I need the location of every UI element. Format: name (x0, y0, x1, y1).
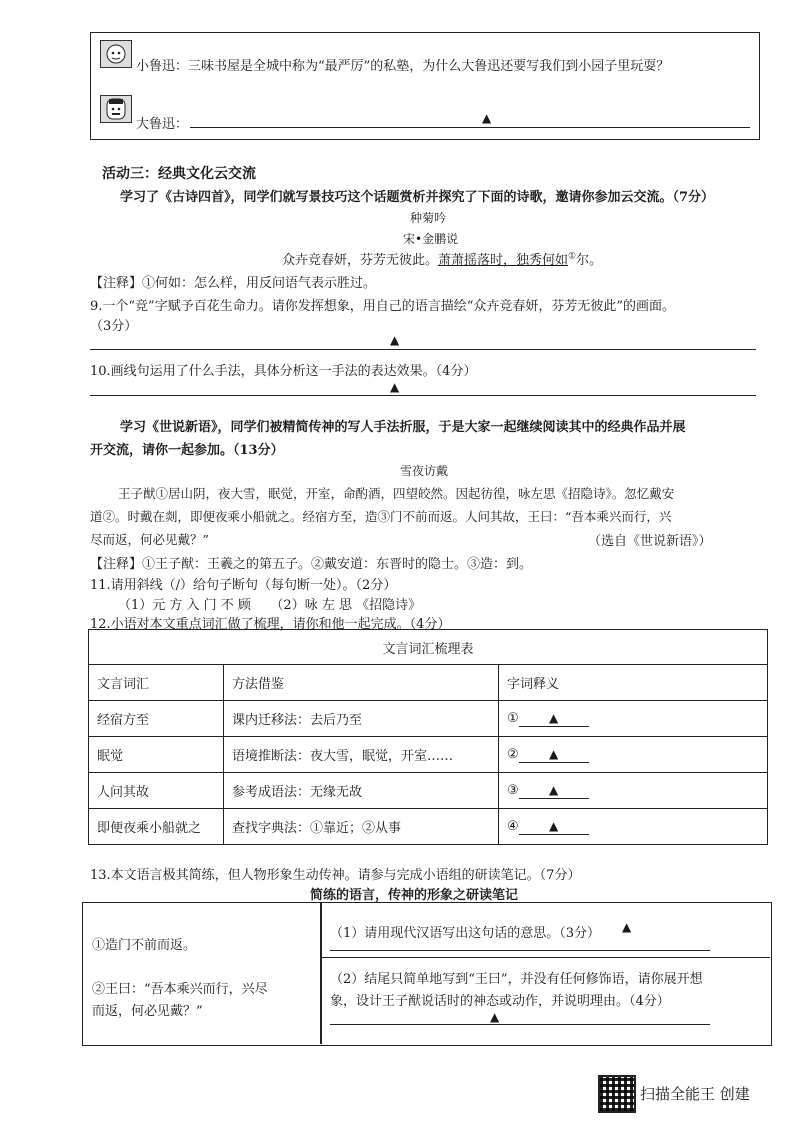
notes-q2-answer-line[interactable] (330, 1024, 710, 1025)
vocab-word: 人问其故 (89, 773, 224, 809)
activity3-intro: 学习了《古诗四首》，同学们就写景技巧这个话题赏析并探究了下面的诗歌，邀请你参加云交流。（7分） (120, 190, 715, 205)
vocab-answer-blank[interactable] (519, 783, 589, 799)
table-row (89, 773, 768, 809)
small-luxun-avatar (100, 40, 132, 68)
poem-title: 种菊吟 (410, 211, 447, 225)
poem-text (282, 249, 602, 268)
vocab-header-method: 方法借鉴 (224, 665, 499, 701)
vocab-table (88, 629, 768, 845)
poem-author: 宋•金鹏说 (403, 232, 459, 246)
notes-title: 简练的语言，传神的形象之研读笔记 (310, 888, 519, 903)
dialog-box (90, 32, 760, 140)
notes-left-1: ①造门不前而返。 (92, 938, 197, 953)
vocab-answer-number: ① (507, 710, 519, 726)
passage-source: （选自《世说新语》） (588, 534, 712, 549)
vocab-word: 即便夜乘小船就之 (89, 809, 224, 845)
vocab-table-title: 文言词汇梳理表 (89, 630, 768, 665)
vocab-answer-cell[interactable] (499, 737, 768, 773)
answer-marker: ▲ (482, 111, 492, 125)
big-luxun-label: 大鲁迅： (136, 117, 189, 132)
small-luxun-question: 小鲁迅：三味书屋是全城中称为“最严厉”的私塾，为什么大鲁迅还要写我们到小园子里玩耍？ (136, 59, 670, 74)
notes-right-2b: 象，设计王子猷说话时的神态或动作，并说明理由。（4分） (330, 994, 670, 1009)
notes-q1-marker: ▲ (622, 920, 632, 934)
question-13: 13.本文语言极其简练，但人物形象生动传神。请参与完成小语组的研读笔记。（7分） (90, 868, 581, 883)
vocab-answer-cell[interactable] (499, 773, 768, 809)
passage-paragraph-2: 道②。时戴在剡，即便夜乘小船就之。经宿方至，造③门不前而返。人问其故，王曰：“吾本乘兴而行，兴 (90, 509, 672, 524)
shishuo-intro-2: 开交流，请你一起参加。（13分） (90, 443, 284, 458)
q9-answer-line[interactable] (90, 349, 756, 350)
question-9: 9.一个“竞”字赋予百花生命力。请你发挥想象，用自己的语言描绘“众卉竞春妍，芬芳无彼此”的画面。 (90, 299, 675, 314)
shishuo-intro-1: 学习《世说新语》，同学们被精简传神的写人手法折服，于是大家一起继续阅读其中的经典作品并展 (120, 420, 686, 435)
vocab-method: 课内迁移法：去后乃至 (224, 701, 499, 737)
vocab-table-title-row (89, 630, 768, 665)
passage-note: 【注释】①王子猷：王羲之的第五子。②戴安道：东晋时的隐士。③造：到。 (90, 557, 533, 572)
poem-line-1: 众卉竞春妍，芬芳无彼此。 (282, 253, 439, 268)
vocab-method: 语境推断法：夜大雪，眠觉，开室…… (224, 737, 499, 773)
notes-left-2b: 而返，何必见戴？” (92, 1004, 203, 1019)
vocab-answer-blank[interactable] (519, 819, 589, 835)
notes-q1-answer-line[interactable] (330, 950, 710, 951)
question-9-score: （3分） (90, 319, 138, 334)
vocab-answer-blank[interactable] (519, 747, 589, 763)
notes-left-2a: ②王曰：“吾本乘兴而行，兴尽 (92, 982, 268, 997)
notes-row-divider (321, 957, 770, 958)
vocab-table-header-row (89, 665, 768, 701)
vocab-answer-number: ② (507, 746, 519, 762)
big-luxun-answer-line[interactable] (190, 127, 750, 128)
vocab-answer-cell[interactable] (499, 701, 768, 737)
big-luxun-avatar (100, 95, 132, 123)
vocab-header-word: 文言词汇 (89, 665, 224, 701)
vocab-answer-number: ③ (507, 782, 519, 798)
passage-paragraph-3: 尽而返，何必见戴？” (90, 532, 209, 547)
notes-q2-marker: ▲ (490, 1010, 500, 1024)
passage-title: 雪夜访戴 (400, 464, 449, 478)
big-luxun-face-icon (101, 96, 131, 122)
answer-marker: ▲ (549, 746, 559, 761)
activity3-title: 活动三：经典文化云交流 (102, 166, 256, 182)
poem-note: 【注释】①何如：怎么样，用反问语气表示胜过。 (90, 276, 377, 291)
poem-note-mark: ① (568, 251, 577, 262)
small-luxun-face-icon (101, 41, 131, 67)
question-11: 11.请用斜线（/）给句子断句（每句断一处）。（2分） (90, 578, 397, 593)
table-row (89, 701, 768, 737)
question-12: 12.小语对本文重点词汇做了梳理，请你和他一起完成。（4分） (90, 617, 451, 632)
vocab-header-meaning: 字词释义 (499, 665, 768, 701)
question-10: 10.画线句运用了什么手法，具体分析这一手法的表达效果。（4分） (90, 364, 477, 379)
vocab-word: 眠觉 (89, 737, 224, 773)
q10-answer-line[interactable] (90, 395, 756, 396)
passage-paragraph-1: 王子猷①居山阴，夜大雪，眠觉，开室，命酌酒，四望皎然。因起彷徨，咏左思《招隐诗》。忽忆戴安 (118, 486, 675, 501)
poem-line-2-end: 尔。 (576, 253, 603, 268)
vocab-answer-number: ④ (507, 818, 519, 834)
poem-line-2-underlined: 萧萧摇落时，独秀何如 (438, 253, 569, 268)
vocab-method: 参考成语法：无缘无故 (224, 773, 499, 809)
vocab-method: 查找字典法：①靠近；②从事 (224, 809, 499, 845)
notes-divider (320, 903, 322, 1044)
notes-right-2a: （2）结尾只简单地写到“王曰”，并没有任何修饰语，请你展开想 (330, 972, 703, 987)
scanner-watermark: 扫描全能王 创建 (640, 1085, 750, 1103)
qr-code-icon (598, 1075, 636, 1113)
table-row (89, 737, 768, 773)
answer-marker: ▲ (549, 782, 559, 797)
q10-answer-marker: ▲ (390, 380, 400, 394)
vocab-word: 经宿方至 (89, 701, 224, 737)
table-row (89, 809, 768, 845)
answer-marker: ▲ (549, 818, 559, 833)
question-11-items: （1）元 方 入 门 不 顾 （2）咏 左 思 《招隐诗》 (118, 598, 422, 613)
vocab-answer-blank[interactable] (519, 711, 589, 727)
notes-right-1: （1）请用现代汉语写出这句话的意思。（3分） (330, 926, 601, 941)
q9-answer-marker: ▲ (390, 333, 400, 347)
vocab-answer-cell[interactable] (499, 809, 768, 845)
answer-marker: ▲ (549, 710, 559, 725)
